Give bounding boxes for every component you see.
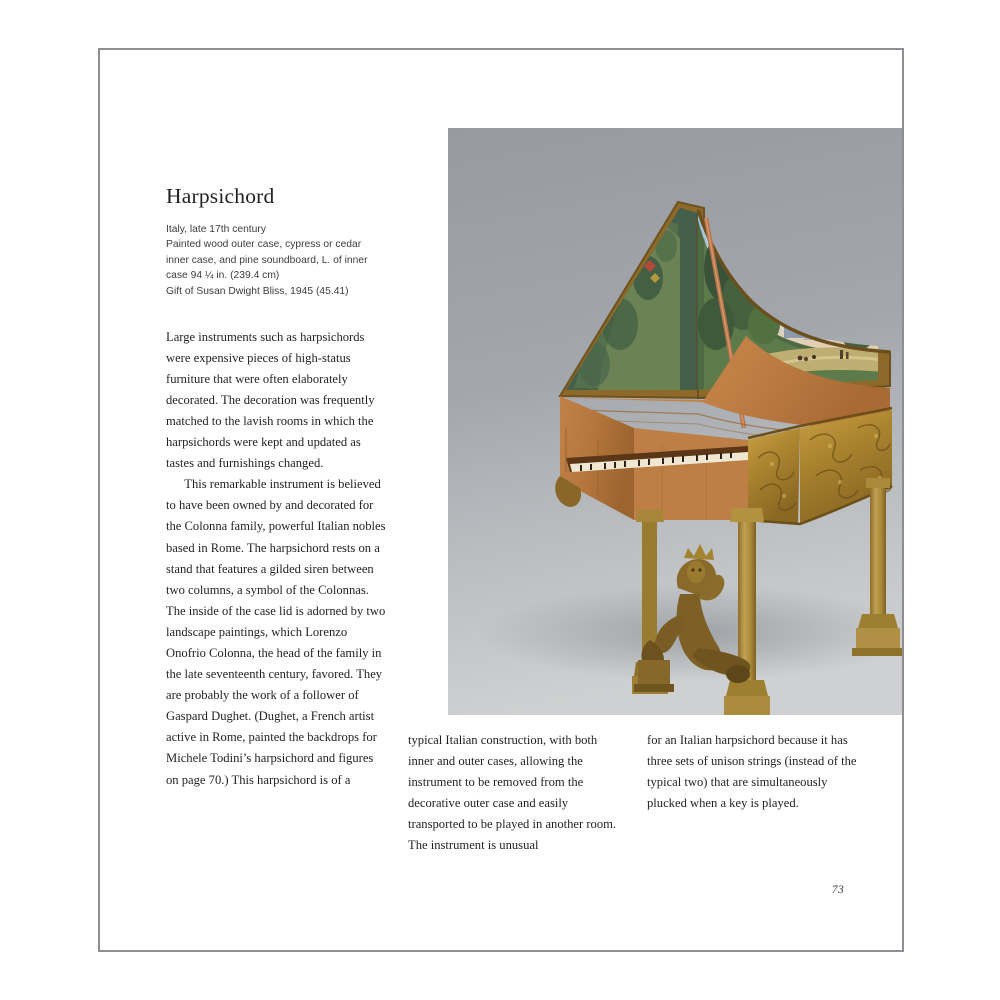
paragraph-2-part-2: typical Italian construction, with both inner and outer cases, allowing the instrument to be removed from the decorative outer case and easily transported to be played in another room. The instrument is unusual	[408, 733, 617, 853]
tombstone-line-dimensions: case 94 ¼ in. (239.4 cm)	[166, 270, 280, 282]
paragraph-2-part-3: for an Italian harpsichord because it has three sets of unison strings (instead of the typical two) that are simultaneously plucked when a key is played.	[647, 733, 857, 811]
body-text-left	[166, 327, 388, 791]
tombstone-line-origin: Italy, late 17th century	[166, 223, 266, 235]
harpsichord-illustration	[448, 128, 902, 715]
left-text-column	[166, 185, 388, 791]
tombstone-line-credit: Gift of Susan Dwight Bliss, 1945 (45.41)	[166, 286, 349, 298]
tombstone-line-materials-2: inner case, and pine soundboard, L. of inner	[166, 254, 368, 266]
paragraph-2-part-1: This remarkable instrument is believed to have been owned by and decorated for the Colonna family, powerful Italian nobles based in Rome. The harpsichord rests on a stand that features a gilded siren between two columns, a symbol of the Colonnas. The inside of the case lid is adorned by two landscape paintings, which Lorenzo Onofrio Colonna, the head of the family in the late seventeenth century, favored. They are probably the work of a follower of Gaspard Dughet. (Dughet, a French artist active in Rome, painted the backdrops for Michele Todini’s harpsichord and figures on page 70.) This harpsichord is of a	[166, 477, 386, 787]
siren-pedestal-left	[638, 660, 670, 684]
book-page-sheet	[98, 48, 904, 952]
page-number-folio: 73	[831, 884, 844, 896]
body-text-right	[647, 730, 860, 857]
tombstone-line-materials-1: Painted wood outer case, cypress or cedar	[166, 239, 362, 251]
page-title: Harpsichord	[166, 184, 275, 208]
paragraph-1: Large instruments such as harpsichords were expensive pieces of high-status furniture that were often elaborately decorated. The decoration was frequently matched to the lavish rooms in which the harpsichords were kept and updated as tastes and furnishings changed.	[166, 329, 375, 471]
object-tombstone-caption	[166, 222, 388, 300]
harpsichord-photograph	[448, 128, 902, 715]
bottom-text-columns	[408, 730, 860, 857]
body-text-middle	[408, 730, 621, 857]
